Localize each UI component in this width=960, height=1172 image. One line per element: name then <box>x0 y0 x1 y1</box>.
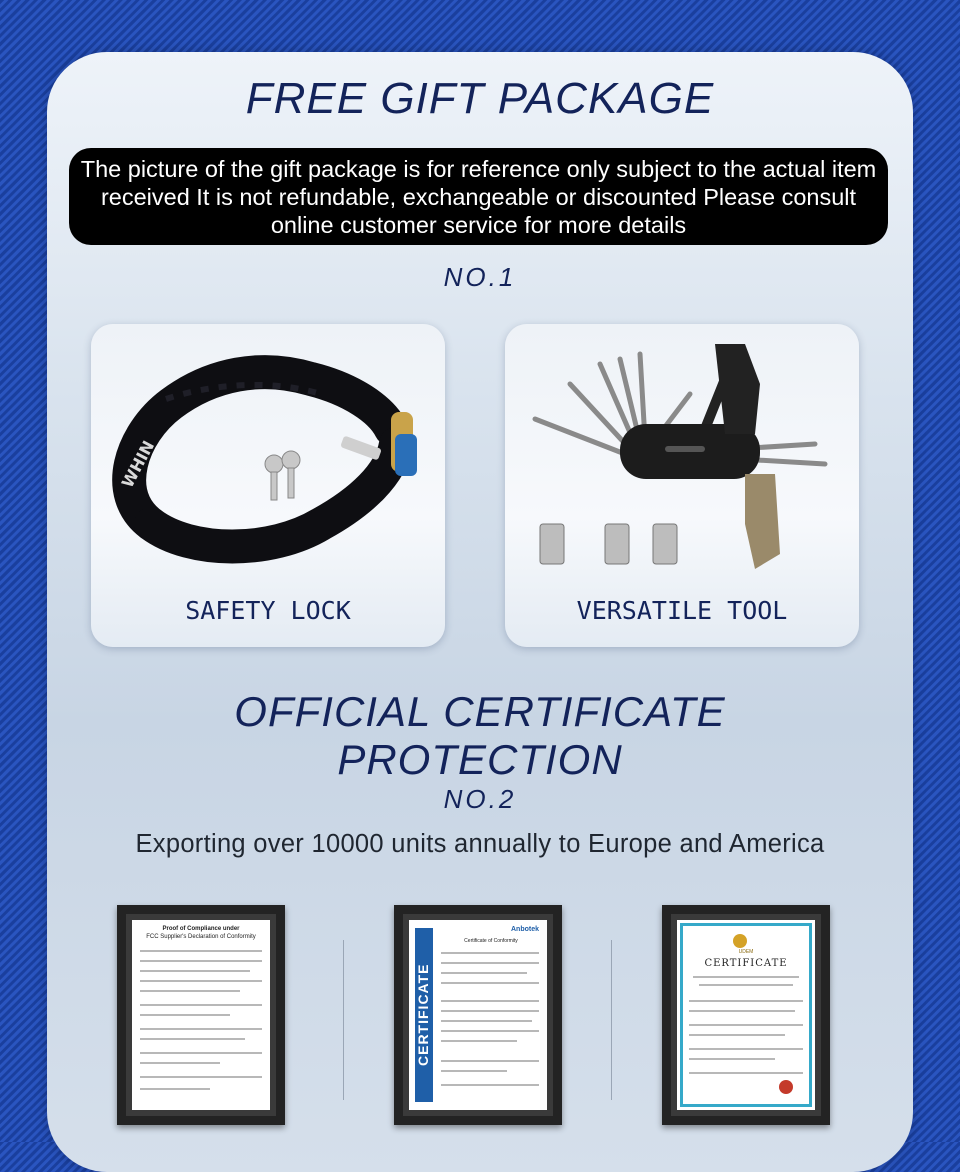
doc-text-line <box>441 1060 539 1062</box>
gift-card-safety-lock <box>91 324 445 647</box>
fcc-subheading: FCC Supplier's Declaration of Conformity <box>146 934 256 940</box>
doc-text-line <box>140 1028 262 1030</box>
doc-text-line <box>689 1000 803 1002</box>
gift-package-title: FREE GIFT PACKAGE <box>245 74 715 123</box>
doc-text-line <box>140 1076 262 1078</box>
certificate-section-title <box>0 688 960 784</box>
doc-text-line <box>689 1010 795 1012</box>
doc-text-line <box>441 982 539 984</box>
certificate-side-label: CERTIFICATE <box>415 928 433 1102</box>
doc-text-line <box>441 1020 532 1022</box>
udem-seal-icon <box>733 934 747 948</box>
divider-line <box>611 940 612 1100</box>
certificate-frame-conformity <box>394 905 562 1125</box>
doc-text-line <box>140 980 262 982</box>
doc-text-line <box>441 1030 539 1032</box>
doc-text-line <box>140 1088 210 1090</box>
doc-text-line <box>140 1014 230 1016</box>
doc-text-line <box>140 1038 245 1040</box>
doc-text-line <box>140 960 262 962</box>
certificate-frame-fcc <box>117 905 285 1125</box>
doc-text-line <box>140 990 240 992</box>
udem-certificate-heading: CERTIFICATE <box>704 958 788 969</box>
red-stamp-icon <box>779 1080 793 1094</box>
certificate-title-line1: OFFICIAL CERTIFICATE <box>234 688 726 735</box>
safety-lock-label: SAFETY LOCK <box>185 596 351 625</box>
doc-text-line <box>441 972 527 974</box>
doc-text-line <box>689 1058 775 1060</box>
doc-text-line <box>140 970 250 972</box>
doc-text-line <box>441 952 539 954</box>
doc-text-line <box>693 976 799 978</box>
doc-text-line <box>441 962 539 964</box>
doc-text-line <box>140 1062 220 1064</box>
doc-text-line <box>689 1024 803 1026</box>
conformity-document <box>409 920 547 1110</box>
svg-text:WHIN: WHIN <box>117 437 159 491</box>
multi-tool-icon <box>505 324 859 594</box>
doc-text-line <box>140 1004 262 1006</box>
doc-text-line <box>140 950 262 952</box>
doc-text-line <box>699 984 793 986</box>
anbotek-logo: Anbotek <box>511 926 539 933</box>
udem-brand: UDEM <box>738 949 754 955</box>
doc-text-line <box>441 1010 539 1012</box>
doc-text-line <box>441 1070 507 1072</box>
gift-card-versatile-tool <box>505 324 859 647</box>
certificate-title-line2: PROTECTION <box>337 736 623 783</box>
doc-text-line <box>689 1072 803 1074</box>
certificate-frame-udem <box>662 905 830 1125</box>
divider-line <box>343 940 344 1100</box>
udem-document <box>677 920 815 1110</box>
gift-disclaimer-notice: The picture of the gift package is for reference only subject to the actual item received It is not refundable, exchangeable or discounted Please consult online customer service for more details <box>69 148 888 245</box>
chain-lock-icon <box>91 324 445 594</box>
doc-text-line <box>689 1048 803 1050</box>
doc-text-line <box>140 1052 262 1054</box>
section-number-1: NO.1 <box>443 262 517 292</box>
conformity-heading: Certificate of Conformity <box>464 938 518 944</box>
export-statement: Exporting over 10000 units annually to Europe and America <box>135 830 825 858</box>
versatile-tool-label: VERSATILE TOOL <box>576 596 788 625</box>
fcc-document <box>132 920 270 1110</box>
doc-text-line <box>689 1034 785 1036</box>
fcc-heading: Proof of Compliance under <box>162 926 240 932</box>
section-number-2: NO.2 <box>443 784 517 814</box>
doc-text-line <box>441 1000 539 1002</box>
doc-text-line <box>441 1040 517 1042</box>
doc-text-line <box>441 1084 539 1086</box>
